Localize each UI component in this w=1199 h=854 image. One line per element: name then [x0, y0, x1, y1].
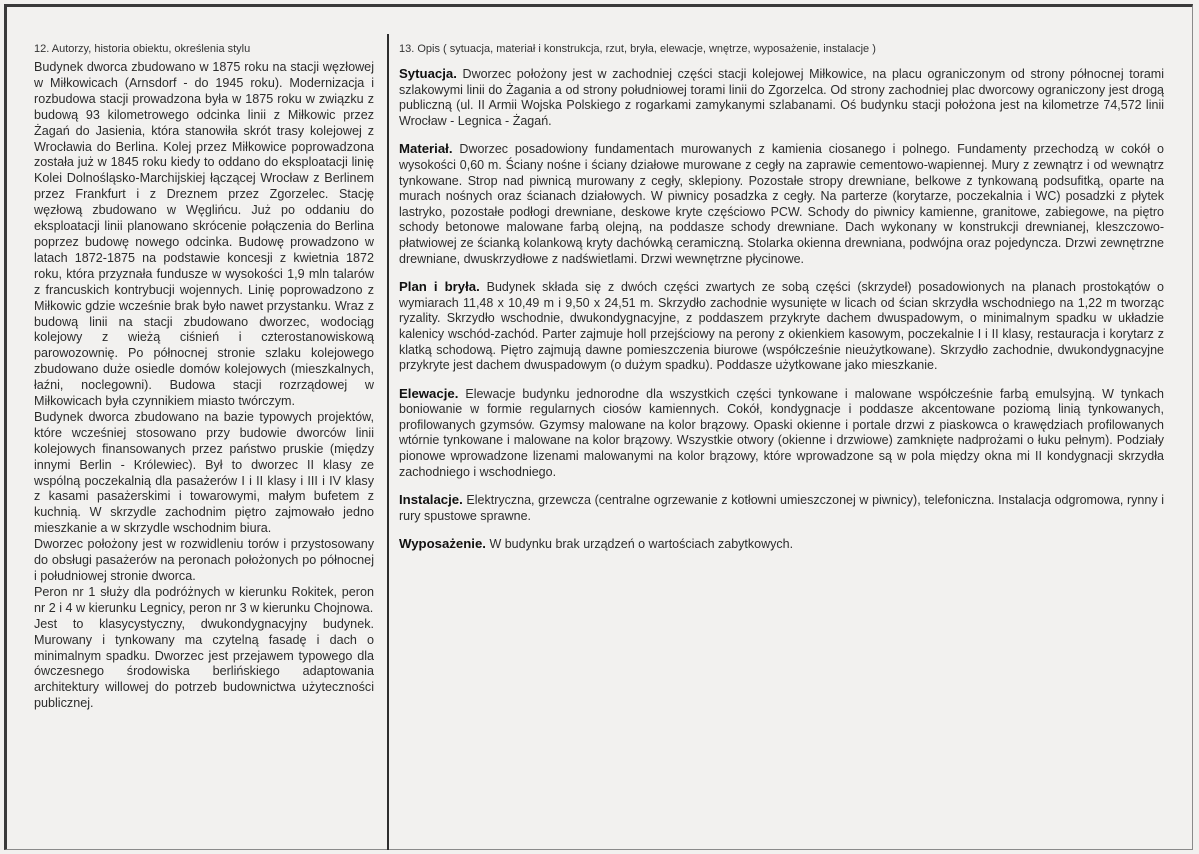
situation-label: Sytuacja.	[399, 66, 457, 81]
installations-paragraph	[399, 492, 1164, 524]
history-column	[34, 42, 374, 712]
plan-label: Plan i bryła.	[399, 279, 480, 295]
equipment-label: Wyposażenie.	[399, 536, 486, 552]
history-paragraph: Jest to klasycystyczny, dwukondygnacyjny budynek. Murowany i tynkowany ma czytelną fasadę i dach o minimalnym spadku. Dworzec jest przejawem typowego dla ówczesnego środowiska berlińskiego adaptowania architektury willowej do potrzeb budownictwa użyteczności publicznej.	[34, 616, 374, 711]
history-paragraph: Peron nr 1 służy dla podróżnych w kierunku Rokitek, peron nr 2 i 4 w kierunku Legnicy, peron nr 3 w kierunku Chojnowa.	[34, 584, 374, 615]
history-text	[34, 60, 374, 712]
plan-paragraph	[399, 279, 1164, 374]
description-column	[399, 42, 1164, 565]
material-text: Dworzec posadowiony fundamentach murowanych z kamienia ciosanego i polnego. Fundamenty przechodzą w cokół o wysokości 0,60 m. Ściany nośne i ściany działowe murowane z cegły na zaprawie cementowo-wapiennej. Mury z zewnątrz i od wewnątrz tynkowane. Strop nad piwnicą murowany z cegły, sklepiony. Pozostałe stropy drewniane, belkowe z tynkowaną podsufitką, oparte na murach nośnych oraz ścianach działowych. W piwnicy posadzka z cegły. Na parterze (korytarze, poczekalnia i WC) posadzki z płytek lastryko, pozostałe podłogi drewniane, deskowe kryte częściowo PCW. Schody do piwnicy kamienne, granitowe, zabiegowe, na piętro schody betonowe malowane farbą olejną, na poddasze schody drewniane. Dach wykonany w konstrukcji drewnianej, kleszczowo-płatwiowej ze ścianką kolankową kryty dachówką ceramiczną. Stolarka okienna drewniana, podwójna oraz pojedyncza. Drzwi zewnętrzne drewniane, dwuskrzydłowe z nadświetlami. Drzwi wewnętrzne płycinowe.	[399, 142, 1164, 266]
elevations-label: Elewacje.	[399, 385, 459, 401]
material-label: Materiał.	[399, 141, 453, 157]
history-paragraph: Budynek dworca zbudowano w 1875 roku na stacji węzłowej w Miłkowicach (Arnsdorf - do 1945 roku). Modernizacja i rozbudowa stacji prowadzona była w 1875 roku w związku z budową 93 kilometrowego odcinka linii z Miłkowic przez Żagań do Jasienia, która stanowiła skrót trasy kolejowej z Wrocławia do Berlina. Kolej przez Miłkowice poprowadzona została już w 1845 roku kiedy to oddano do eksploatacji linię Kolei Dolnośląsko-Marchijskiej łączącej Wrocław z Berlinem przez Frankfurt i z Dreznem przez Zgorzelec. Stację węzłową zbudowano w Węglińcu. Już po oddaniu do eksploatacji linii planowano skrócenie połączenia do Berlina poprzez budowę nowego odcinka. Budowę prowadzono w latach 1872-1875 na podstawie koncesji z kwietnia 1872 roku, która przyznała fundusze w wysokości 1,9 mln talarów z francuskich kontrybucji wojennych. Linię poprowadzono z Miłkowic gdzie wcześnie brak było nawet przystanku. Wraz z budową linii na stacji zbudowano dworzec, wodociąg kolejowy z wieżą ciśnień i czterostanowiskową parowozownię. Po północnej stronie szlaku kolejowego zbudowano duże osiedle domów kolejowych (mieszkalnych, łaźni, noclegowni). Budowa stacji rozrządowej w Miłkowicach była czynnikiem miasto twórczym.	[34, 60, 374, 409]
equipment-paragraph	[399, 536, 1164, 553]
equipment-text: W budynku brak urządzeń o wartościach zabytkowych.	[485, 537, 794, 552]
material-paragraph	[399, 141, 1164, 267]
history-paragraph: Budynek dworca zbudowano na bazie typowych projektów, które wcześniej stosowano przy budowie dworców linii kolejowych finansowanych przez państwo pruskie (między innymi Berlin - Królewiec). Był to dworzec II klasy ze wspólną poczekalnią dla pasażerów I i II klasy i III i IV klasy z kasami pasażerskimi i towarowymi, małym bufetem z kuchnią. W skrzydle zachodnim piętro zajmowało jedno mieszkanie a w skrzydle wschodnim biura.	[34, 409, 374, 536]
elevations-paragraph	[399, 386, 1164, 481]
description-section-title: 13. Opis ( sytuacja, materiał i konstrukcja, rzut, bryła, elewacje, wnętrze, wyposażenie, instalacje )	[399, 43, 876, 55]
situation-paragraph	[399, 66, 1164, 129]
situation-text: Dworzec położony jest w zachodniej części stacji kolejowej Miłkowice, na placu ograniczonym od strony północnej torami szlakowymi linii do Żagania a od strony południowej torami linii do Zgorzelca. Od strony zachodniej plac dworcowy ograniczony jest drogą publiczną (ul. II Armii Wojska Polskiego z rogarkami zamykanymi szlabanami. Oś budynku stacji położona jest na kilometrze 74,572 linii Wrocław - Legnica - Żagań.	[399, 67, 1164, 128]
column-divider	[387, 34, 389, 850]
description-text	[399, 66, 1164, 553]
plan-text: Budynek składa się z dwóch części zwartych ze sobą części (skrzydeł) posadowionych na planach prostokątów o wymiarach 11,48 x 10,49 m i 9,50 x 24,51 m. Skrzydło zachodnie wysunięte w licach od ścian skrzydła wschodniego na 1,22 m tworząc ryzality. Skrzydło wschodnie, dwukondygnacyjne, z poddaszem przykryte dachem dwuspadowym, o minimalnym spadku w układzie kalenicy wschód-zachód. Parter zajmuje holl przejściowy na perony z okienkiem kasowym, poczekalnie I i II klasy, restauracja i korytarz z klatką schodową. Piętro zajmują dawne pomieszczenia biurowe (współcześnie nieużytkowane). Skrzydło zachodnie, dwukondygnacyjne przykryte jest dachem dwuspadowym (o dużym spadku). Poddasze użytkowane jako mieszkanie.	[399, 280, 1164, 373]
elevations-text: Elewacje budynku jednorodne dla wszystkich części tynkowane i malowane współcześnie farbą emulsyjną. W tynkach boniowanie w formie regularnych ciosów kamiennych. Cokół, kondygnacje i poddasze akcentowane poziomą linią tynkowanych, profilowanych gzymsów. Gzymsy malowane na kolor brązowy. Opaski okienne i portale drzwi z piaskowca o krawędziach profilowanych wtórnie tynkowane i malowane na kolor brązowy. Wszystkie otwory (okienne i drzwiowe) zamknięte nadprożami o łuku pełnym). Podziały pionowe wprowadzone lizenami malowanymi na kolor brązowy, które wprowadzone są w pola między okna mi II kondygnacji skrzydła zachodniego i wschodniego.	[399, 386, 1164, 479]
history-section-title: 12. Autorzy, historia obiektu, określenia stylu	[34, 43, 251, 55]
installations-text: Elektryczna, grzewcza (centralne ogrzewanie z kotłowni umieszczonej w piwnicy), telefoniczna. Instalacja odgromowa, rynny i rury spustowe sprawne.	[399, 493, 1164, 523]
installations-label: Instalacje.	[399, 492, 463, 508]
history-paragraph: Dworzec położony jest w rozwidleniu torów i przystosowany do obsługi pasażerów na peronach położonych po północnej i południowej stronie dworca.	[34, 537, 374, 583]
